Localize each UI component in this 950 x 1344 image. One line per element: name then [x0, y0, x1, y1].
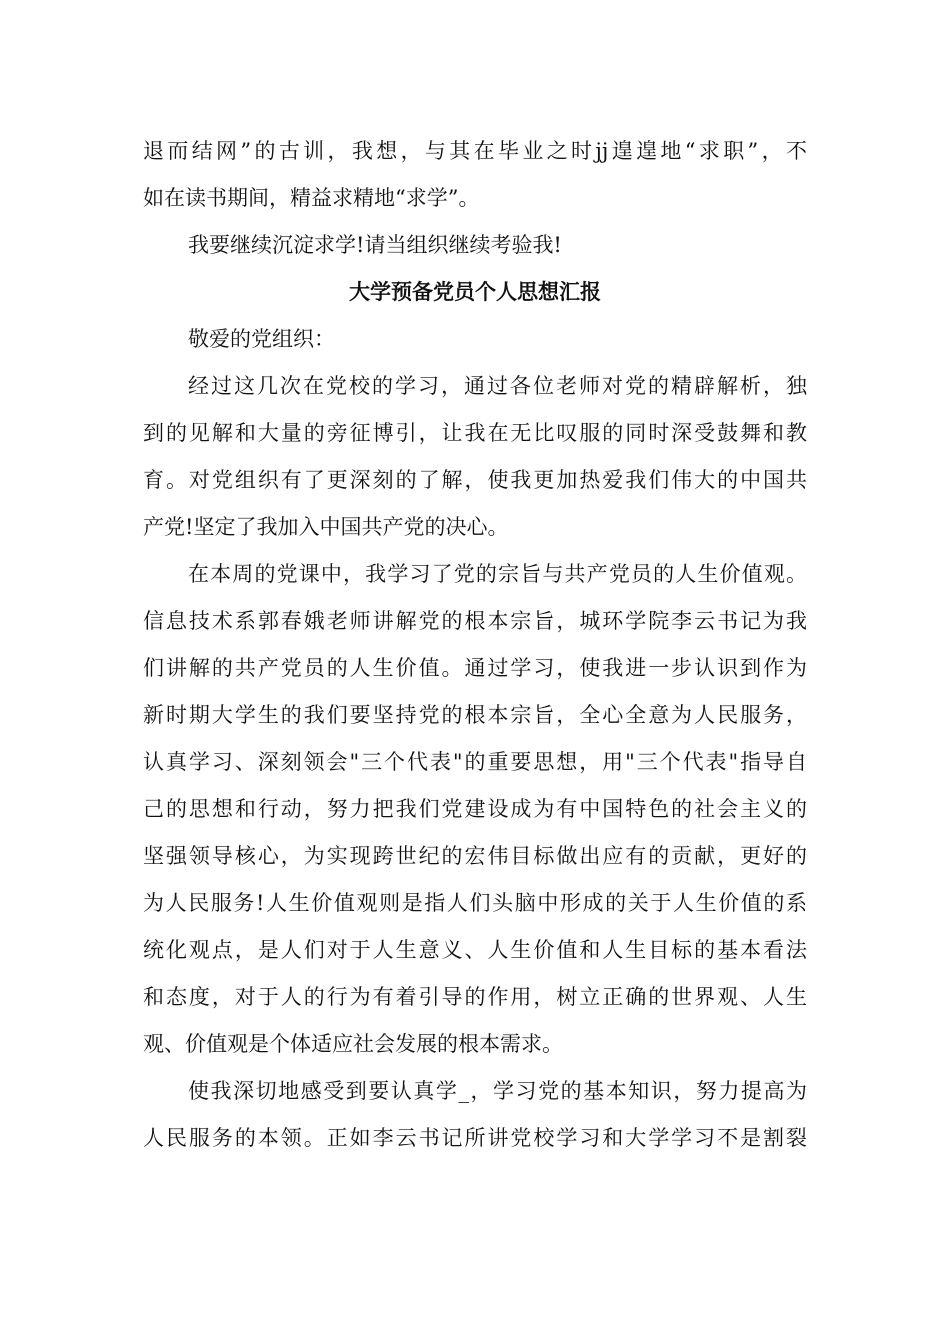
- text-line: 坚强领导核心，为实现跨世纪的宏伟目标做出应有的贡献，更好的: [143, 844, 807, 868]
- text-line: 退而结网”的古训，我想，与其在毕业之时jj遑遑地“求职”，不: [143, 139, 807, 163]
- text-line: 己的思想和行动，努力把我们党建设成为有中国特色的社会主义的: [143, 797, 807, 821]
- text-line: 经过这几次在党校的学习，通过各位老师对党的精辟解析，独: [188, 374, 807, 398]
- text-line: 产党!坚定了我加入中国共产党的决心。: [143, 515, 509, 539]
- text-line: 认真学习、深刻领会"三个代表"的重要思想，用"三个代表"指导自: [143, 750, 807, 774]
- text-line: 和态度，对于人的行为有着引导的作用，树立正确的世界观、人生: [143, 985, 807, 1009]
- text-line: 育。对党组织有了更深刻的了解，使我更加热爱我们伟大的中国共: [143, 468, 807, 492]
- text-line: 观、价值观是个体适应社会发展的根本需求。: [143, 1032, 563, 1056]
- text-line: 信息技术系郭春娥老师讲解党的根本宗旨，城环学院李云书记为我: [143, 609, 807, 633]
- text-line: 在本周的党课中，我学习了党的宗旨与共产党员的人生价值观。: [188, 562, 807, 586]
- document-body: [143, 128, 807, 1162]
- text-line: 如在读书期间，精益求精地“求学”。: [143, 186, 480, 210]
- text-line: 人民服务的本领。正如李云书记所讲党校学习和大学学习不是割裂: [143, 1126, 807, 1150]
- text-line: 我要继续沉淀求学!请当组织继续考验我!: [188, 233, 562, 257]
- text-line: 敬爱的党组织：: [188, 327, 335, 351]
- text-line: 们讲解的共产党员的人生价值。通过学习，使我进一步认识到作为: [143, 656, 807, 680]
- text-line: 新时期大学生的我们要坚持党的根本宗旨，全心全意为人民服务，: [143, 703, 807, 727]
- text-line: 到的见解和大量的旁征博引，让我在无比叹服的同时深受鼓舞和教: [143, 421, 807, 445]
- document-title: 大学预备党员个人思想汇报: [349, 280, 601, 304]
- text-line: 使我深切地感受到要认真学_，学习党的基本知识，努力提高为: [188, 1079, 807, 1103]
- text-line: 为人民服务!人生价值观则是指人们头脑中形成的关于人生价值的系: [143, 891, 807, 915]
- text-line: 统化观点，是人们对于人生意义、人生价值和人生目标的基本看法: [143, 938, 807, 962]
